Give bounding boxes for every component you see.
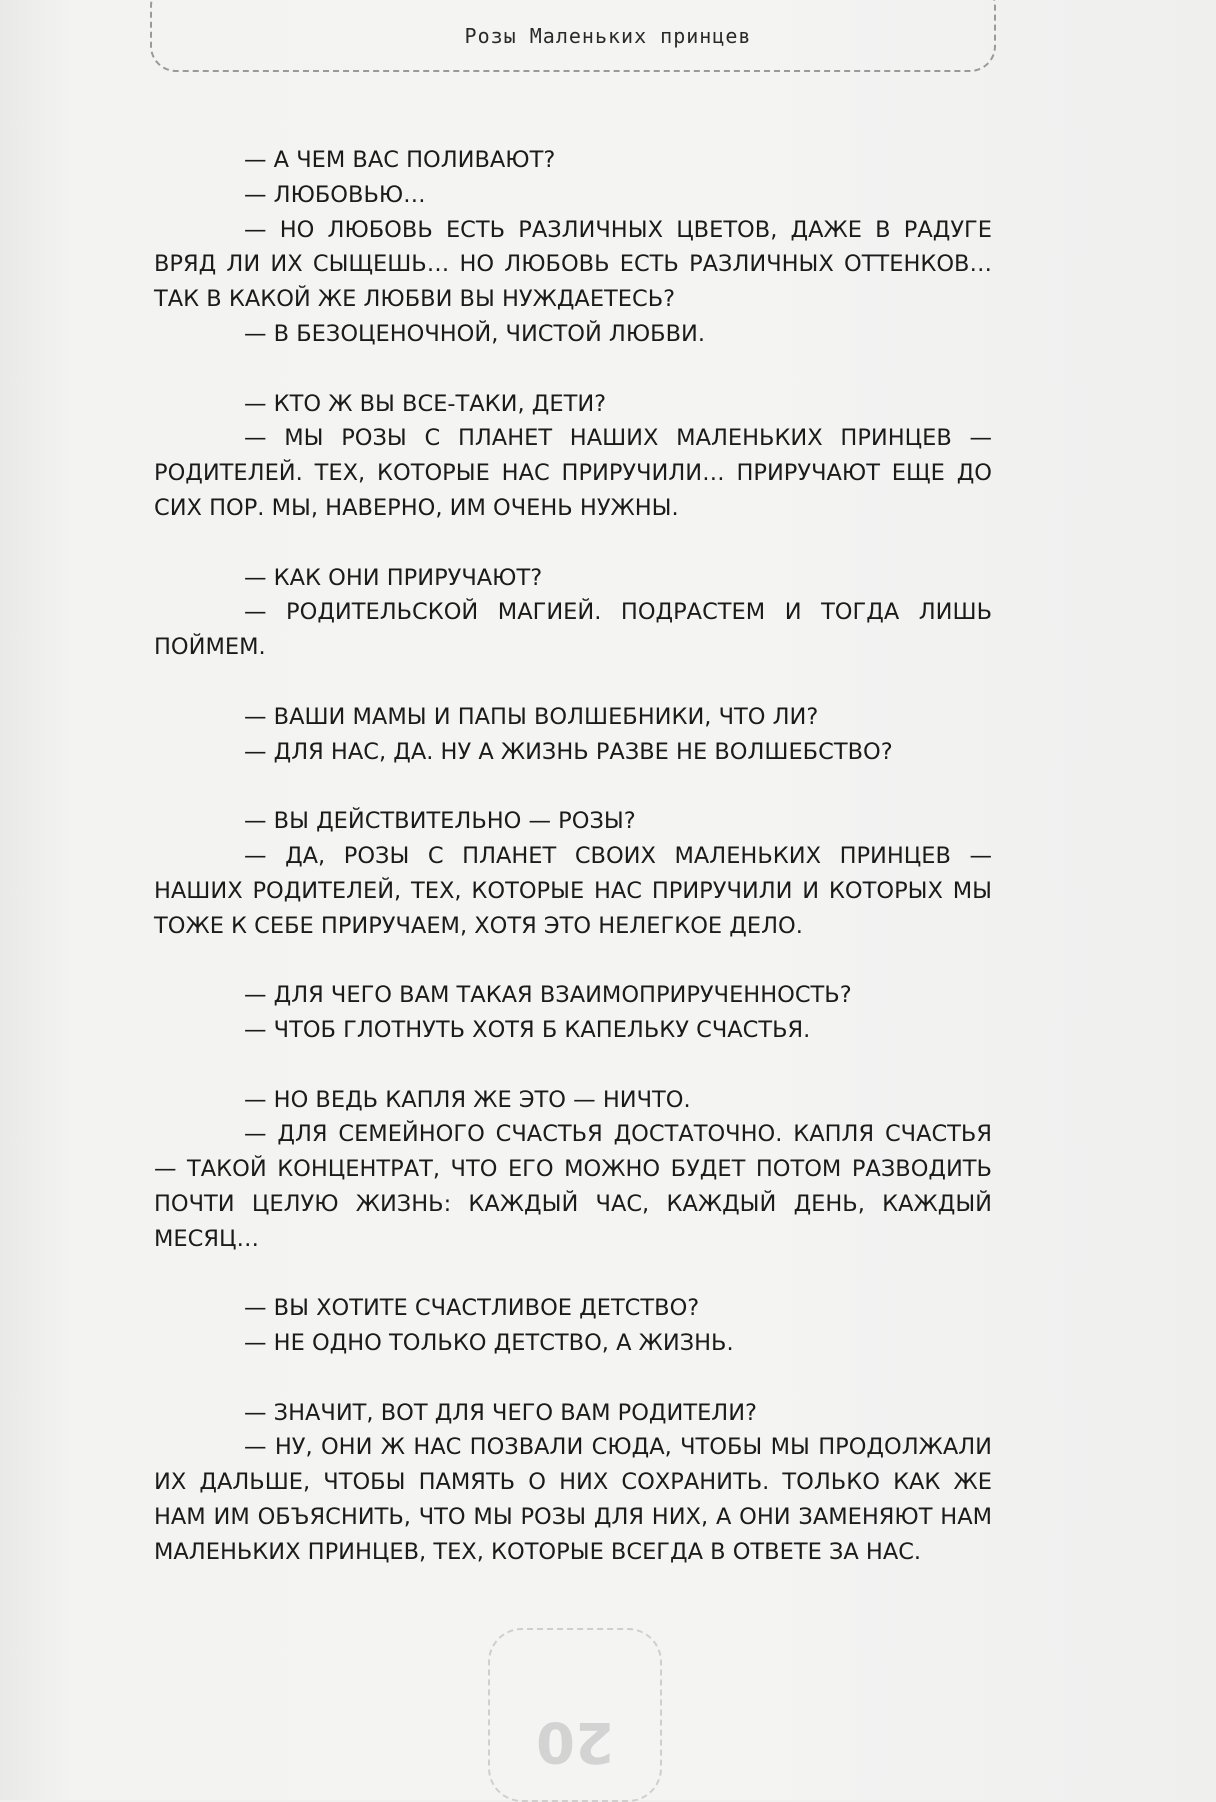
dialogue-line: — ВЫ ДЕЙСТВИТЕЛЬНО — РОЗЫ? (244, 808, 636, 835)
dialogue-line: — В БЕЗОЦЕНОЧНОЙ, ЧИСТОЙ ЛЮБВИ. (244, 320, 705, 347)
dialogue-line: — МЫ РОЗЫ С ПЛАНЕТ НАШИХ МАЛЕНЬКИХ ПРИНЦЕВ — РОДИТЕЛЕЙ. ТЕХ, КОТОРЫЕ НАС ПРИРУЧИЛИ… ПРИРУЧАЮТ ЕЩЕ ДО СИХ ПОР. МЫ, НАВЕРНО, ИМ ОЧЕНЬ НУЖНЫ. (154, 425, 992, 521)
dialogue-line: — ВАШИ МАМЫ И ПАПЫ ВОЛШЕБНИКИ, ЧТО ЛИ? (244, 703, 819, 730)
dialogue-text (154, 143, 992, 1570)
dialogue-line: — ВЫ ХОТИТЕ СЧАСТЛИВОЕ ДЕТСТВО? (244, 1295, 700, 1322)
dialogue-line: — ЧТОБ ГЛОТНУТЬ ХОТЯ Б КАПЕЛЬКУ СЧАСТЬЯ. (244, 1016, 811, 1043)
paragraph-gap (154, 526, 992, 561)
dialogue-line: — НУ, ОНИ Ж НАС ПОЗВАЛИ СЮДА, ЧТОБЫ МЫ ПРОДОЛЖАЛИ ИХ ДАЛЬШЕ, ЧТОБЫ ПАМЯТЬ О НИХ СОХРАНИТЬ. ТОЛЬКО КАК ЖЕ НАМ ИМ ОБЪЯСНИТЬ, ЧТО МЫ РОЗЫ ДЛЯ НИХ, А ОНИ ЗАМЕНЯЮТ НАМ МАЛЕНЬКИХ ПРИНЦЕВ, ТЕХ, КОТОРЫЕ ВСЕГДА В ОТВЕТЕ ЗА НАС. (154, 1434, 992, 1565)
dialogue-line: — НО ЛЮБОВЬ ЕСТЬ РАЗЛИЧНЫХ ЦВЕТОВ, ДАЖЕ В РАДУГЕ ВРЯД ЛИ ИХ СЫЩЕШЬ… НО ЛЮБОВЬ ЕСТЬ РАЗЛИЧНЫХ ОТТЕНКОВ… ТАК В КАКОЙ ЖЕ ЛЮБВИ ВЫ НУЖДАЕТЕСЬ? (154, 216, 992, 313)
dialogue-line: — ДЛЯ НАС, ДА. НУ А ЖИЗНЬ РАЗВЕ НЕ ВОЛШЕБСТВО? (244, 738, 893, 765)
paragraph-gap (154, 1257, 992, 1292)
paragraph-gap (154, 1361, 992, 1396)
dialogue-line: — КАК ОНИ ПРИРУЧАЮТ? (244, 564, 543, 591)
paragraph-gap (154, 665, 992, 700)
dialogue-line: — ДЛЯ СЕМЕЙНОГО СЧАСТЬЯ ДОСТАТОЧНО. КАПЛЯ СЧАСТЬЯ — ТАКОЙ КОНЦЕНТРАТ, ЧТО ЕГО МОЖНО БУДЕТ ПОТОМ РАЗВОДИТЬ ПОЧТИ ЦЕЛУЮ ЖИЗНЬ: КАЖДЫЙ ЧАС, КАЖДЫЙ ДЕНЬ, КАЖДЫЙ МЕСЯЦ… (154, 1121, 992, 1252)
dialogue-line: — ДЛЯ ЧЕГО ВАМ ТАКАЯ ВЗАИМОПРИРУЧЕННОСТЬ? (244, 982, 852, 1009)
paragraph-gap (154, 943, 992, 978)
paragraph-gap (154, 352, 992, 387)
running-head: Розы Маленьких принцев (464, 24, 752, 48)
dialogue-line: — ЗНАЧИТ, ВОТ ДЛЯ ЧЕГО ВАМ РОДИТЕЛИ? (244, 1399, 757, 1426)
dialogue-line: — РОДИТЕЛЬСКОЙ МАГИЕЙ. ПОДРАСТЕМ И ТОГДА ЛИШЬ ПОЙМЕМ. (154, 599, 992, 661)
dialogue-line: — НЕ ОДНО ТОЛЬКО ДЕТСТВО, А ЖИЗНЬ. (244, 1330, 734, 1357)
paragraph-gap (154, 1048, 992, 1083)
dialogue-line: — ЛЮБОВЬЮ… (244, 181, 426, 208)
dialogue-line: — ДА, РОЗЫ С ПЛАНЕТ СВОИХ МАЛЕНЬКИХ ПРИНЦЕВ — НАШИХ РОДИТЕЛЕЙ, ТЕХ, КОТОРЫЕ НАС ПРИРУЧИЛИ И КОТОРЫХ МЫ ТОЖЕ К СЕБЕ ПРИРУЧАЕМ, ХОТЯ ЭТО НЕЛЕГКОЕ ДЕЛО. (154, 842, 992, 939)
page-number-bleedthrough: 20 (488, 1628, 662, 1802)
paragraph-gap (154, 769, 992, 804)
dialogue-line: — А ЧЕМ ВАС ПОЛИВАЮТ? (244, 147, 556, 173)
dialogue-line: — КТО Ж ВЫ ВСЕ-ТАКИ, ДЕТИ? (244, 390, 607, 417)
dialogue-line: — НО ВЕДЬ КАПЛЯ ЖЕ ЭТО — НИЧТО. (244, 1086, 691, 1113)
